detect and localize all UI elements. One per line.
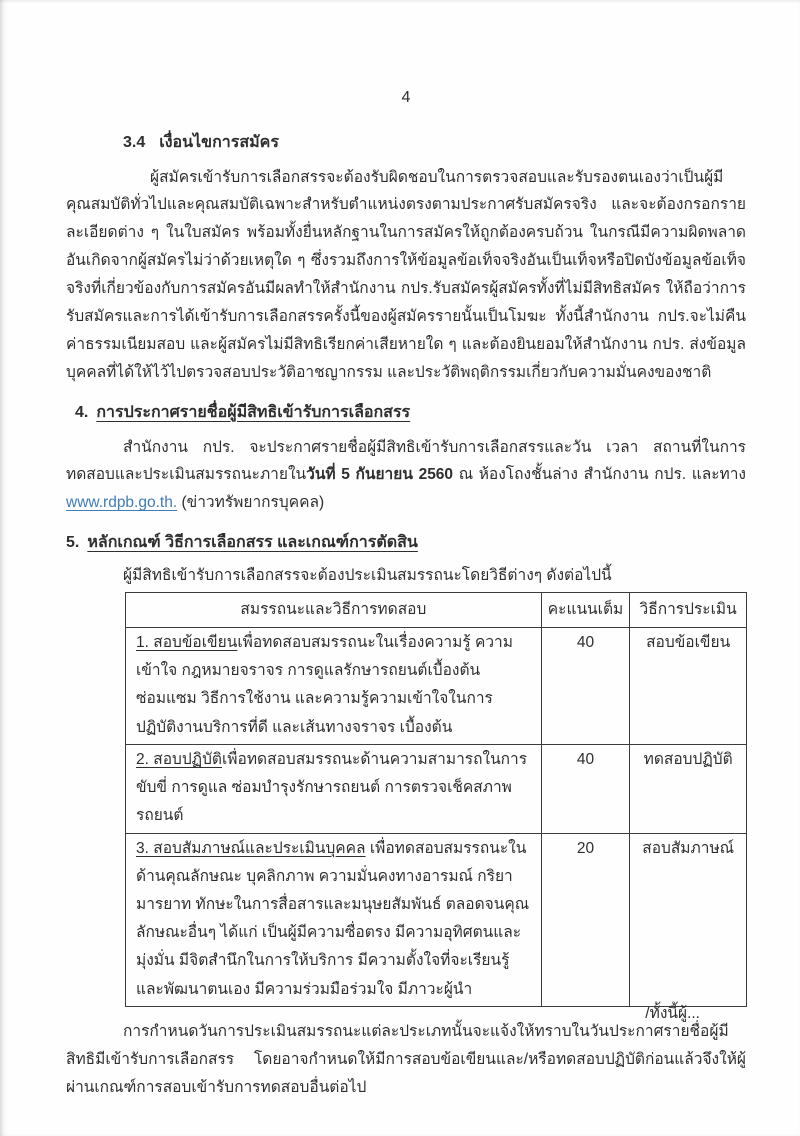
- section-4-title: การประกาศรายชื่อผู้มีสิทธิเข้ารับการเลือกสรร: [96, 403, 411, 421]
- row-2-score: 40: [541, 744, 630, 833]
- row-2-desc: เพื่อทดสอบสมรรถนะด้านความสามารถในการขับขี่ การดูแล ซ่อมบำรุงรักษารถยนต์ การตรวจเช็คสภาพรถยนต์: [136, 750, 528, 825]
- row-2-lead: 2. สอบปฏิบัติ: [136, 750, 222, 768]
- row-1-lead: 1. สอบข้อเขียน: [136, 634, 238, 652]
- row-3-description: [126, 833, 542, 1006]
- section-4-body: [66, 434, 746, 518]
- header-method: วิธีการประเมิน: [630, 592, 747, 627]
- row-1-score: 40: [541, 628, 630, 745]
- section-5-title: หลักเกณฑ์ วิธีการเลือกสรร และเกณฑ์การตัดสิน: [87, 534, 418, 552]
- table-row: [126, 628, 747, 745]
- section-5-heading: [66, 529, 746, 558]
- section-4-number: 4.: [75, 403, 89, 421]
- assessment-table: [125, 592, 747, 1007]
- section-5-closing: การกำหนดวันการประเมินสมรรถนะแต่ละประเภทนั้นจะแจ้งให้ทราบในวันประกาศรายชื่อผู้มีสิทธิมีเข้ารับการเลือกสรร โดยอาจกำหนดให้มีการสอบข้อเขียนและ/หรือทดสอบปฏิบัติก่อนแล้วจึงให้ผู้ผ่านเกณฑ์การสอบเข้ารับการทดสอบอื่นต่อไป: [66, 1022, 746, 1096]
- table-row: [126, 744, 747, 833]
- page-content: [66, 0, 746, 1101]
- row-1-description: [126, 628, 542, 745]
- section-4-body-before-date: สำนักงาน กปร. จะประกาศรายชื่อผู้มีสิทธิเข้ารับการเลือกสรรและวัน เวลา สถานที่ในการทดสอบและประเมินสมรรถนะภายใน: [66, 438, 746, 484]
- row-3-method: สอบสัมภาษณ์: [630, 833, 747, 1006]
- row-3-lead: 3. สอบสัมภาษณ์และประเมินบุคคล: [136, 839, 366, 857]
- page-number: 4: [401, 89, 411, 106]
- section-5-number: 5.: [66, 534, 80, 552]
- table-header-row: [126, 592, 747, 627]
- section-4-body-tail: (ข่าวทรัพยากรบุคคล): [177, 494, 325, 512]
- section-5-intro: ผู้มีสิทธิเข้ารับการเลือกสรรจะต้องประเมินสมรรถนะโดยวิธีต่างๆ ดังต่อไปนี้: [123, 566, 612, 584]
- row-1-desc: เพื่อทดสอบสมรรถนะในเรื่องความรู้ ความเข้าใจ กฎหมายจราจร การดูแลรักษารถยนต์เบื้องต้น ซ่อมแซม วิธีการใช้งาน และความรู้ความเข้าใจในการปฏิบัติงานบริการที่ดี และเส้นทางจราจร เบื้องต้น: [136, 634, 513, 736]
- announcement-date: วันที่ 5 กันยายน 2560: [306, 466, 454, 484]
- header-full-score: คะแนนเต็ม: [541, 592, 630, 627]
- section-4-heading: [75, 399, 746, 428]
- row-2-description: [126, 744, 542, 833]
- rdpb-website-link[interactable]: www.rdpb.go.th.: [66, 494, 178, 512]
- section-3-4-heading: [123, 129, 746, 158]
- section-3-4-number: 3.4: [123, 133, 146, 151]
- row-3-score: 20: [541, 833, 630, 1006]
- section-4-body-after-date: ณ ห้องโถงชั้นล่าง สำนักงาน กปร. และทาง: [453, 466, 747, 484]
- section-3-4-body: ผู้สมัครเข้ารับการเลือกสรรจะต้องรับผิดชอบในการตรวจสอบและรับรองตนเองว่าเป็นผู้มีคุณสมบัติทั่วไปและคุณสมบัติเฉพาะสำหรับตำแหน่งตรงตามประกาศรับสมัครจริง และจะต้องกรอกรายละเอียดต่าง ๆ ในใบสมัคร พร้อมทั้งยื่นหลักฐานในการสมัครให้ถูกต้องครบถ้วน ในกรณีมีความผิดพลาดอันเกิดจากผู้สมัครไม่ว่าด้วยเหตุใด ๆ ซึ่งรวมถึงการให้ข้อมูลข้อเท็จจริงอันเป็นเท็จหรือปิดบังข้อมูลข้อเท็จจริงที่เกี่ยวข้องกับการสมัครอันมีผลทำให้สำนักงาน กปร.รับสมัครผู้สมัครทั้งที่ไม่มีสิทธิสมัคร ให้ถือว่าการรับสมัครและการได้เข้ารับการเลือกสรรครั้งนี้ของผู้สมัครรายนั้นเป็นโมฆะ ทั้งนี้สำนักงาน กปร.จะไม่คืนค่าธรรมเนียมสอบ และผู้สมัครไม่มีสิทธิเรียกค่าเสียหายใด ๆ และต้องยินยอมให้สำนักงาน กปร. ส่งข้อมูลบุคคลที่ได้ให้ไว้ไปตรวจสอบประวัติอาชญากรรม และประวัติพฤติกรรมเกี่ยวกับความมั่นคงของชาติ: [66, 168, 746, 381]
- row-1-method: สอบข้อเขียน: [630, 628, 747, 745]
- section-3-4-title: เงื่อนไขการสมัคร: [159, 133, 279, 151]
- table-row: [126, 833, 747, 1006]
- row-3-desc: เพื่อทดสอบสมรรถนะในด้านคุณลักษณะ บุคลิกภาพ ความมั่นคงทางอารมณ์ กริยามารยาท ทักษะในการสื่อสารและมนุษยสัมพันธ์ ตลอดจนคุณลักษณะอื่นๆ ได้แก่ เป็นผู้มีความซื่อตรง มีความอุทิศตนและมุ่งมั่น มีจิตสำนึกในการให้บริการ มีความตั้งใจที่จะเรียนรู้และพัฒนาตนเอง มีความร่วมมือร่วมใจ มีภาวะผู้นำ: [136, 839, 530, 998]
- continuation-mark: /ทั้งนี้ผู้...: [645, 1005, 700, 1022]
- header-competency: สมรรถนะและวิธีการทดสอบ: [126, 592, 542, 627]
- row-2-method: ทดสอบปฏิบัติ: [630, 744, 747, 833]
